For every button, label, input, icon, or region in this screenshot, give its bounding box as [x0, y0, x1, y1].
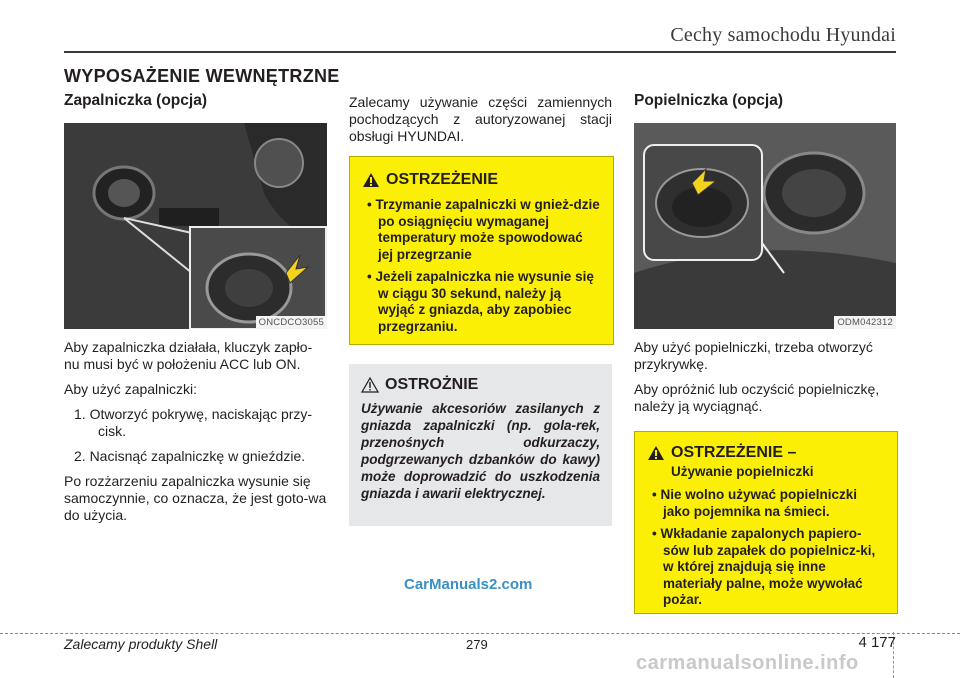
ashtray-photo [634, 123, 896, 329]
warning-item: • Jeżeli zapalniczka nie wysunie się w ciągu 30 sekund, należy ją wyjąć z gniazda, aby zapobiec przegrzaniu. [367, 269, 594, 334]
page-number: 279 [466, 637, 488, 652]
step-item: 2. Nacisnąć zapalniczkę w gnieździe. [74, 448, 306, 464]
paragraph: Aby opróżnić lub oczyścić popielniczkę, należy ją wyciągnąć. [634, 381, 880, 414]
top-rule [64, 51, 896, 53]
warning-box [349, 156, 614, 345]
warning-item: • Trzymanie zapalniczki w gnież-dzie po osiągnięciu wymaganej temperatury może spowodować jej przegrzanie [367, 197, 600, 262]
paragraph: Aby zapalniczka działała, kluczyk zapło-nu musi być w położeniu ACC lub ON. [64, 339, 313, 372]
warning-list [647, 487, 885, 609]
photo-code: ONCDCO3055 [256, 316, 327, 329]
lighter-illustration [64, 123, 327, 329]
photo-code: ODM042312 [834, 316, 896, 329]
footer-left-text: Zalecamy produkty Shell [64, 636, 218, 652]
caution-box [349, 364, 612, 526]
lighter-photo [64, 123, 327, 329]
ashtray-instructions [634, 339, 896, 423]
caution-body: Używanie akcesoriów zasilanych z gniazda zapalniczki (np. gola-rek, przenośnych odkurzaczy, podgrzewanych dzbanków do kawy) może doprowadzić do uszkodzenia gniazda i awarii elektrycznej. [361, 401, 600, 501]
section-heading: WYPOSAŻENIE WEWNĘTRZNE [64, 66, 340, 86]
chapter-title: Cechy samochodu Hyundai [670, 24, 896, 46]
watermark-link[interactable]: CarManuals2.com [404, 576, 533, 593]
caution-triangle-icon [361, 377, 379, 393]
ashtray-illustration [634, 123, 896, 329]
bottom-rule [0, 633, 960, 634]
caution-title-row [361, 376, 600, 394]
bottom-watermark: carmanualsonline.info [636, 652, 859, 674]
warning-title: OSTRZEŻENIE [386, 171, 499, 188]
warning-title: OSTRZEŻENIE – [671, 444, 797, 461]
ashtray-warning-box [634, 431, 898, 614]
warning-subtitle: Używanie popielniczki [671, 464, 814, 479]
lighter-subhead: Zapalniczka (opcja) [64, 92, 207, 109]
warning-item: • Wkładanie zapalonych papiero-sów lub zapałek do popielnicz-ki, w której znajdują się inne materiały palne, może wywołać pożar. [652, 526, 876, 607]
section-page-number: 4 177 [858, 634, 896, 651]
paragraph: Aby użyć zapalniczki: [64, 381, 198, 397]
warning-title-row [647, 444, 885, 462]
paragraph: Aby użyć popielniczki, trzeba otworzyć przykrywkę. [634, 339, 873, 372]
lighter-instructions [64, 339, 327, 532]
paragraph: Po rozżarzeniu zapalniczka wysunie się samoczynnie, co oznacza, że jest goto-wa do użycia. [64, 473, 327, 523]
step-item: 1. Otworzyć pokrywę, naciskając przy-cisk. [74, 406, 313, 439]
ashtray-subhead: Popielniczka (opcja) [634, 92, 784, 109]
intro-paragraph: Zalecamy używanie części zamiennych pochodzących z autoryzowanej stacji obsługi HYUNDAI. [349, 94, 612, 144]
warning-triangle-icon [647, 445, 665, 461]
caution-title: OSTROŻNIE [385, 376, 479, 393]
warning-title-row [362, 171, 601, 189]
warning-item: • Nie wolno używać popielniczki jako pojemnika na śmieci. [652, 487, 858, 519]
warning-triangle-icon [362, 172, 380, 188]
warning-list [362, 197, 601, 335]
